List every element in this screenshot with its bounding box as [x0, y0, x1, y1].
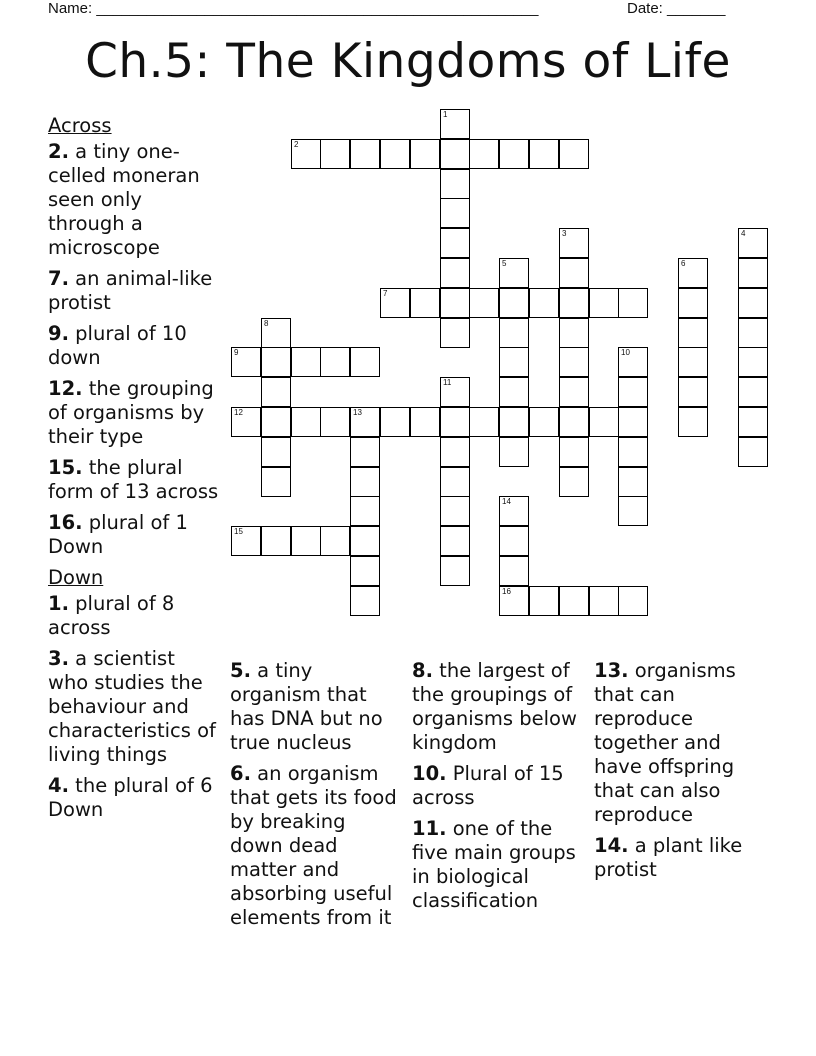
grid-cell[interactable] [440, 496, 470, 526]
grid-cell[interactable] [291, 347, 321, 377]
down-clue: 11. one of the five main groups in biological classification [412, 817, 576, 912]
across-clue: 12. the grouping of organisms by their type [48, 377, 214, 448]
clue-number: 13 [353, 408, 362, 417]
clue-number: 7 [383, 289, 388, 298]
page-title: Ch.5: The Kingdoms of Life [85, 34, 731, 89]
across-clue: 2. a tiny one-celled moneran seen only through a microscope [48, 140, 200, 259]
grid-cell[interactable] [499, 347, 529, 377]
grid-cell[interactable] [738, 318, 768, 348]
grid-cell[interactable] [440, 288, 470, 318]
grid-cell[interactable] [678, 407, 708, 437]
grid-cell[interactable] [738, 377, 768, 407]
grid-cell[interactable] [261, 318, 291, 348]
down-clue: 4. the plural of 6 Down [48, 774, 213, 821]
grid-cell[interactable] [738, 407, 768, 437]
grid-cell[interactable] [291, 526, 321, 556]
grid-cell[interactable] [738, 228, 768, 258]
across-clue: 15. the plural form of 13 across [48, 456, 219, 503]
down-heading: Down [48, 566, 104, 589]
grid-cell[interactable] [410, 288, 440, 318]
grid-cell[interactable] [410, 139, 440, 169]
grid-cell[interactable] [559, 258, 589, 288]
name-field-label: Name: _____________________________________________________ [48, 0, 539, 17]
grid-cell[interactable] [350, 556, 380, 586]
grid-cell[interactable] [559, 377, 589, 407]
grid-cell[interactable] [440, 139, 470, 169]
down-clue: 10. Plural of 15 across [412, 762, 564, 809]
across-clue: 9. plural of 10 down [48, 322, 187, 369]
grid-cell[interactable] [261, 437, 291, 467]
clue-column-3 [412, 659, 588, 920]
grid-cell[interactable] [499, 586, 529, 616]
grid-cell[interactable] [380, 288, 410, 318]
grid-cell[interactable] [440, 526, 470, 556]
grid-cell[interactable] [440, 198, 470, 228]
grid-cell[interactable] [559, 318, 589, 348]
across-clue: 16. plural of 1 Down [48, 511, 188, 558]
grid-cell[interactable] [529, 288, 559, 318]
grid-cell[interactable] [261, 407, 291, 437]
clue-column-1 [48, 114, 220, 829]
down-clue: 14. a plant like protist [594, 834, 743, 881]
grid-cell[interactable] [231, 347, 261, 377]
grid-cell[interactable] [261, 526, 291, 556]
grid-cell[interactable] [499, 437, 529, 467]
grid-cell[interactable] [440, 377, 470, 407]
grid-cell[interactable] [559, 586, 589, 616]
grid-cell[interactable] [559, 139, 589, 169]
grid-cell[interactable] [320, 347, 350, 377]
grid-cell[interactable] [529, 586, 559, 616]
clue-number: 12 [234, 408, 243, 417]
clue-number: 9 [234, 348, 239, 357]
grid-cell[interactable] [440, 109, 470, 139]
clue-number: 6 [681, 259, 686, 268]
grid-cell[interactable] [261, 347, 291, 377]
grid-cell[interactable] [559, 347, 589, 377]
grid-cell[interactable] [350, 586, 380, 616]
grid-cell[interactable] [350, 347, 380, 377]
grid-cell[interactable] [678, 347, 708, 377]
down-clue: 1. plural of 8 across [48, 592, 175, 639]
grid-cell[interactable] [499, 139, 529, 169]
clue-number: 3 [562, 229, 567, 238]
down-clue: 6. an organism that gets its food by breaking down dead matter and absorbing useful elements from it [230, 762, 397, 929]
grid-cell[interactable] [738, 258, 768, 288]
grid-cell[interactable] [320, 407, 350, 437]
down-clue: 8. the largest of the groupings of organisms below kingdom [412, 659, 577, 754]
grid-cell[interactable] [738, 347, 768, 377]
clue-number: 4 [741, 229, 746, 238]
grid-cell[interactable] [469, 407, 499, 437]
grid-cell[interactable] [618, 437, 648, 467]
grid-cell[interactable] [231, 407, 261, 437]
clue-column-2 [230, 659, 404, 937]
clue-column-4 [594, 659, 764, 889]
clue-number: 8 [264, 319, 269, 328]
grid-cell[interactable] [380, 407, 410, 437]
clue-number: 10 [621, 348, 630, 357]
date-field-label: Date: _______ [627, 0, 726, 17]
grid-cell[interactable] [350, 496, 380, 526]
grid-cell[interactable] [440, 556, 470, 586]
grid-cell[interactable] [559, 288, 589, 318]
grid-cell[interactable] [261, 377, 291, 407]
grid-cell[interactable] [440, 467, 470, 497]
clue-number: 11 [443, 378, 452, 387]
across-clue: 7. an animal-like protist [48, 267, 213, 314]
down-clue: 13. organisms that can reproduce together and have offspring that can also reproduce [594, 659, 736, 826]
grid-cell[interactable] [291, 139, 321, 169]
grid-cell[interactable] [440, 228, 470, 258]
grid-cell[interactable] [499, 377, 529, 407]
grid-cell[interactable] [320, 139, 350, 169]
grid-cell[interactable] [410, 407, 440, 437]
grid-cell[interactable] [678, 318, 708, 348]
grid-cell[interactable] [291, 407, 321, 437]
grid-cell[interactable] [469, 139, 499, 169]
grid-cell[interactable] [440, 169, 470, 199]
grid-cell[interactable] [618, 586, 648, 616]
grid-cell[interactable] [440, 318, 470, 348]
grid-cell[interactable] [589, 586, 619, 616]
grid-cell[interactable] [350, 467, 380, 497]
grid-cell[interactable] [559, 467, 589, 497]
grid-cell[interactable] [320, 526, 350, 556]
grid-cell[interactable] [380, 139, 410, 169]
grid-cell[interactable] [678, 258, 708, 288]
grid-cell[interactable] [499, 526, 529, 556]
clue-number: 15 [234, 527, 243, 536]
grid-cell[interactable] [618, 347, 648, 377]
grid-cell[interactable] [529, 407, 559, 437]
grid-cell[interactable] [440, 407, 470, 437]
clue-number: 2 [294, 140, 299, 149]
grid-cell[interactable] [440, 258, 470, 288]
grid-cell[interactable] [350, 437, 380, 467]
grid-cell[interactable] [589, 407, 619, 437]
grid-cell[interactable] [499, 407, 529, 437]
clue-number: 14 [502, 497, 511, 506]
grid-cell[interactable] [559, 437, 589, 467]
grid-cell[interactable] [499, 288, 529, 318]
grid-cell[interactable] [618, 288, 648, 318]
grid-cell[interactable] [618, 377, 648, 407]
grid-cell[interactable] [678, 377, 708, 407]
grid-cell[interactable] [499, 318, 529, 348]
grid-cell[interactable] [529, 139, 559, 169]
clue-number: 1 [443, 110, 448, 119]
grid-cell[interactable] [738, 437, 768, 467]
clue-number: 16 [502, 587, 511, 596]
grid-cell[interactable] [618, 467, 648, 497]
grid-cell[interactable] [499, 556, 529, 586]
grid-cell[interactable] [499, 258, 529, 288]
grid-cell[interactable] [261, 467, 291, 497]
grid-cell[interactable] [440, 437, 470, 467]
grid-cell[interactable] [738, 288, 768, 318]
grid-cell[interactable] [350, 139, 380, 169]
grid-cell[interactable] [559, 407, 589, 437]
down-clue: 5. a tiny organism that has DNA but no true nucleus [230, 659, 383, 754]
grid-cell[interactable] [678, 288, 708, 318]
grid-cell[interactable] [559, 228, 589, 258]
grid-cell[interactable] [469, 288, 499, 318]
down-clue: 3. a scientist who studies the behaviour and characteristics of living things [48, 647, 216, 766]
grid-cell[interactable] [350, 407, 380, 437]
clue-number: 5 [502, 259, 507, 268]
grid-cell[interactable] [499, 496, 529, 526]
grid-cell[interactable] [618, 496, 648, 526]
grid-cell[interactable] [589, 288, 619, 318]
across-heading: Across [48, 114, 112, 137]
grid-cell[interactable] [231, 526, 261, 556]
grid-cell[interactable] [618, 407, 648, 437]
grid-cell[interactable] [350, 526, 380, 556]
